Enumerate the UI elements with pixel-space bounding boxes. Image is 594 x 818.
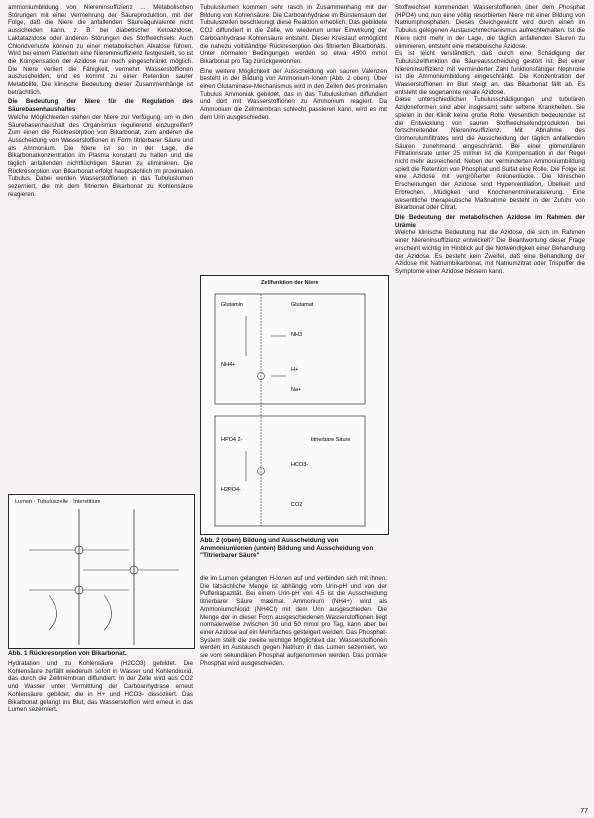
label-nh3: NH3 bbox=[291, 332, 303, 338]
arrow-path bbox=[104, 595, 112, 630]
text-column-1-bottom bbox=[8, 660, 193, 714]
label-glutamine: Glutamin bbox=[221, 302, 244, 308]
paragraph: Tubuluslumen kommen sehr rasch in Zusammenhang mit der Bildung von Kohlensäure. Die Carboanhydrase im Bürstensaum der Tubuluszellen beschleunigt diese Reaktion erheblich. Das gebildete CO2 diffundiert in die Zelle, wo wiederum unter Einwirkung der Carboanhydrase Kohlensäure entsteht. Dieser Kreislauf ermöglicht die nahezu vollständige Rückresorption des filtrierten Bikarbonats. Unter normalen Bedingungen werden so etwa 4500 mmol Bikarbonat pro Tag zurückgewonnen. bbox=[200, 4, 387, 65]
cell-box-bottom bbox=[215, 416, 365, 526]
section-heading: Die Bedeutung der metabolischen Azidose im Rahmen der Urämie bbox=[395, 213, 585, 229]
text-column-2 bbox=[200, 4, 387, 122]
paragraph: Welche klinische Bedeutung hat die Azidose, die sich im Rahmen einer Niereninsuffizienz entwickelt? Die Beantwortung dieser Frage erscheint wichtig im Hinblick auf die Notwendigkeit einer Behandlung der Azidose. Es besteht kein Zweifel, daß eine Behandlung der Azidose mit Natriumbikarbonat, mit Natriumzitrat oder Trispuffer die Symptome einer Azidose bessern kann. bbox=[395, 229, 585, 275]
label-hpo4: HPO4 2- bbox=[221, 437, 243, 443]
label-co2: CO2 bbox=[291, 502, 303, 508]
paragraph: Stoffwechsel kommenden Wasserstoffionen über dem Phosphat (HPO4) und nun eine völlig resorbierten Niere mit einer Bildung von Natriumphosphaten. Dieses Gleichgewicht wird durch einen im Tubulus gelegenen Austauschmechanismus aufrechterhalten. Ist die Niere nicht mehr in der Lage, die täglich anfallenden Säuren zu eliminieren, entsteht eine metabolische Azidose. bbox=[395, 4, 585, 50]
paragraph: die im Lumen gelangten H-Ionen auf und verbinden sich mit ihnen. Die tatsächliche Menge ist abhängig vom Urin-pH und von der Pufferkapazität. Bei einem Urin-pH von 4,5 ist die Ausscheidung titrierbarer Säure maximal. Ammonium (NH4+) wird als Ammoniumchlorid (NH4Cl) mit dem Urin ausgeschieden. Die Menge der in dieser Form ausgeschiedenen Wasserstoffionen liegt normalerweise zwischen 30 und 50 mmol pro Tag, kann aber bei einer Azidose auf ein Mehrfaches gesteigert werden. Das Phosphat-System stellt die zweite wichtige Möglichkeit dar. Wasserstoffionen werden im Austausch gegen Natrium in das Lumen sezerniert, wo sie vom sekundären Phosphat aufgenommen werden. Das primäre Phosphat wird ausgeschieden. bbox=[200, 575, 387, 667]
label-h2po4: H2PO4- bbox=[221, 487, 241, 493]
paragraph: ammoniumbildung von Niereninsuffizienz ... Metabolischen Störungen mit einer Vermehrung der Säureproduktion, mit der Folge, daß die Niere die anfallenden Säureäquivalente nicht ausscheiden kann, z. B. bei diabetischer Ketoazidose, Laktatazidose oder anderen Störungen des Stoffwechsels. Auch Chloridverluste können zu einer metabolischen Alkalose führen. Wird bei einem Patienten eine Niereninsuffizienz festgestellt, so ist die Kompensation der Azidose nur noch eingeschränkt möglich. Die Niere verliert die Fähigkeit, vermehrt Wasserstoffionen auszuscheiden, und es kommt zu einer Retention saurer Metabolite. Die klinische Bedeutung dieser Zusammenhänge ist beträchtlich. bbox=[8, 4, 193, 96]
diagram-svg bbox=[9, 495, 194, 648]
arrow-path bbox=[246, 316, 286, 481]
label-na-ion: Na+ bbox=[291, 387, 302, 393]
cell-box-top bbox=[215, 294, 365, 404]
section-heading: Die Bedeutung der Niere für die Regulation des Säurebasenhaushaltes bbox=[8, 98, 193, 114]
text-column-2-bottom bbox=[200, 575, 387, 667]
figure-caption: Abb. 1 Rückresorption von Bikarbonat. bbox=[8, 650, 127, 657]
figure-title: Zellfunktion der Niere bbox=[261, 280, 319, 286]
label-hco3: HCO3- bbox=[291, 462, 309, 468]
paragraph: Es ist leicht verständlich, daß durch eine Schädigung der Tubuluszellfunktion die Säureausscheidung gestört ist. Bei einer Niereninsuffizienz mit verminderter Zahl funktionsfähiger Nephrone ist die Ammoniumbildung eingeschränkt. Die Konzentration der Wasserstoffionen im Blut steigt an, das Bikarbonat fällt ab. Es entsteht die sogenannte renale Azidose. bbox=[395, 50, 585, 96]
figure-header-label: Lumen · Tubuluszelle · Interstitium bbox=[15, 499, 101, 505]
paragraph: Eine weitere Möglichkeit der Ausscheidung von sauren Valenzen besteht in der Bildung von Ammonium-Ionen (Abb. 2 oben). Über einen Glutaminase-Mechanismus wird in den Zellen des proximalen Tubulus Ammoniak gebildet, das in das Tubuluslumen diffundiert und dort mit Wasserstoffionen zu Ammonium reagiert. Da Ammonium die Zellmembran schlecht passieren kann, wird es mit dem Urin ausgeschieden. bbox=[200, 67, 387, 121]
figure-caption: Abb. 2 (oben) Bildung und Ausscheidung von Ammoniumionen (unten) Bildung und Ausscheidung von "Titrierbarer Säure" bbox=[200, 537, 374, 560]
label-titratable-acid: titrierbare Säure bbox=[311, 437, 351, 443]
paragraph: Welche Möglichkeiten stehen der Niere zur Verfügung, um in den Säurebasenhaushalt des Organismus regulierend einzugreifen? Zum einen die Rückresorption von Bikarbonat, zum anderen die Ausscheidung von Wasserstoffionen in Form titrierbarer Säure und als Ammonium. Die Niere ist so in der Lage, die Bikarbonatkonzentration im Plasma konstant zu halten und die täglich anfallenden nichtflüchtigen Säuren zu eliminieren. Die Rückresorption von Bikarbonat erfolgt hauptsächlich im proximalen Tubulus. Dabei werden Wasserstoffionen in das Tubuluslumen sezerniert, die mit dem filtrierten Bikarbonat zu Kohlensäure reagieren. bbox=[8, 113, 193, 198]
text-column-3 bbox=[395, 4, 585, 276]
paragraph: Diese unterschiedlichen Tubulusschädigungen und tubulären Azidoseformen sind aber insgesamt sehr seltene Krankheiten. Sie spielen in der Klinik keine große Rolle. Wesentlich bedeutender ist die Entwicklung von sauren Stoffwechselendprodukten bei fortschreitender Niereninsuffizienz. Mit Abnahme des Glomerulumfiltrates wird die Ausscheidung der täglich anfallenden Säuren zunehmend eingeschränkt. Bei einer glomerulären Filtrationsrate unter 25 ml/min ist die Kompensation in der Regel nicht mehr ausreichend. Neben der verminderten Ammoniumbildung spielt die Retention von Phosphat und Sulfat eine Rolle. Die Folge ist eine Azidose mit vergrößerter Anionenlücke. Die klinischen Erscheinungen der Azidose sind Hyperventilation, Übelkeit und Erbrechen, Müdigkeit und Knochenentmineralisierung. Eine wesentliche therapeutische Maßnahme besteht in der Zufuhr von Bikarbonat oder Citrat. bbox=[395, 96, 585, 212]
label-h-ion: H+ bbox=[291, 367, 299, 373]
paragraph: Hydratation und zu Kohlensäure (H2CO3) gebildet. Die Kohlensäure zerfällt wiederum sofort in Wasser und Kohlendioxid, das durch die Zellmembran diffundiert. In der Zelle wird aus CO2 und Wasser unter Vermittlung der Carboanhydrase erneut Kohlensäure gebildet, die in H+ und HCO3- dissoziiert. Das Bikarbonat gelangt ins Blut, das Wasserstoffion wird erneut in das Lumen sezerniert. bbox=[8, 660, 193, 714]
figure-bicarbonate-resorption bbox=[8, 494, 195, 649]
text-column-1 bbox=[8, 4, 193, 199]
label-glutamate: Glutamat bbox=[291, 302, 314, 308]
label-nh4: NH4+ bbox=[221, 362, 236, 368]
diagram-svg bbox=[201, 276, 388, 534]
arrow-path bbox=[49, 595, 57, 630]
figure-ammonium-titratable-acid bbox=[200, 275, 389, 535]
page-number: 77 bbox=[580, 808, 588, 815]
